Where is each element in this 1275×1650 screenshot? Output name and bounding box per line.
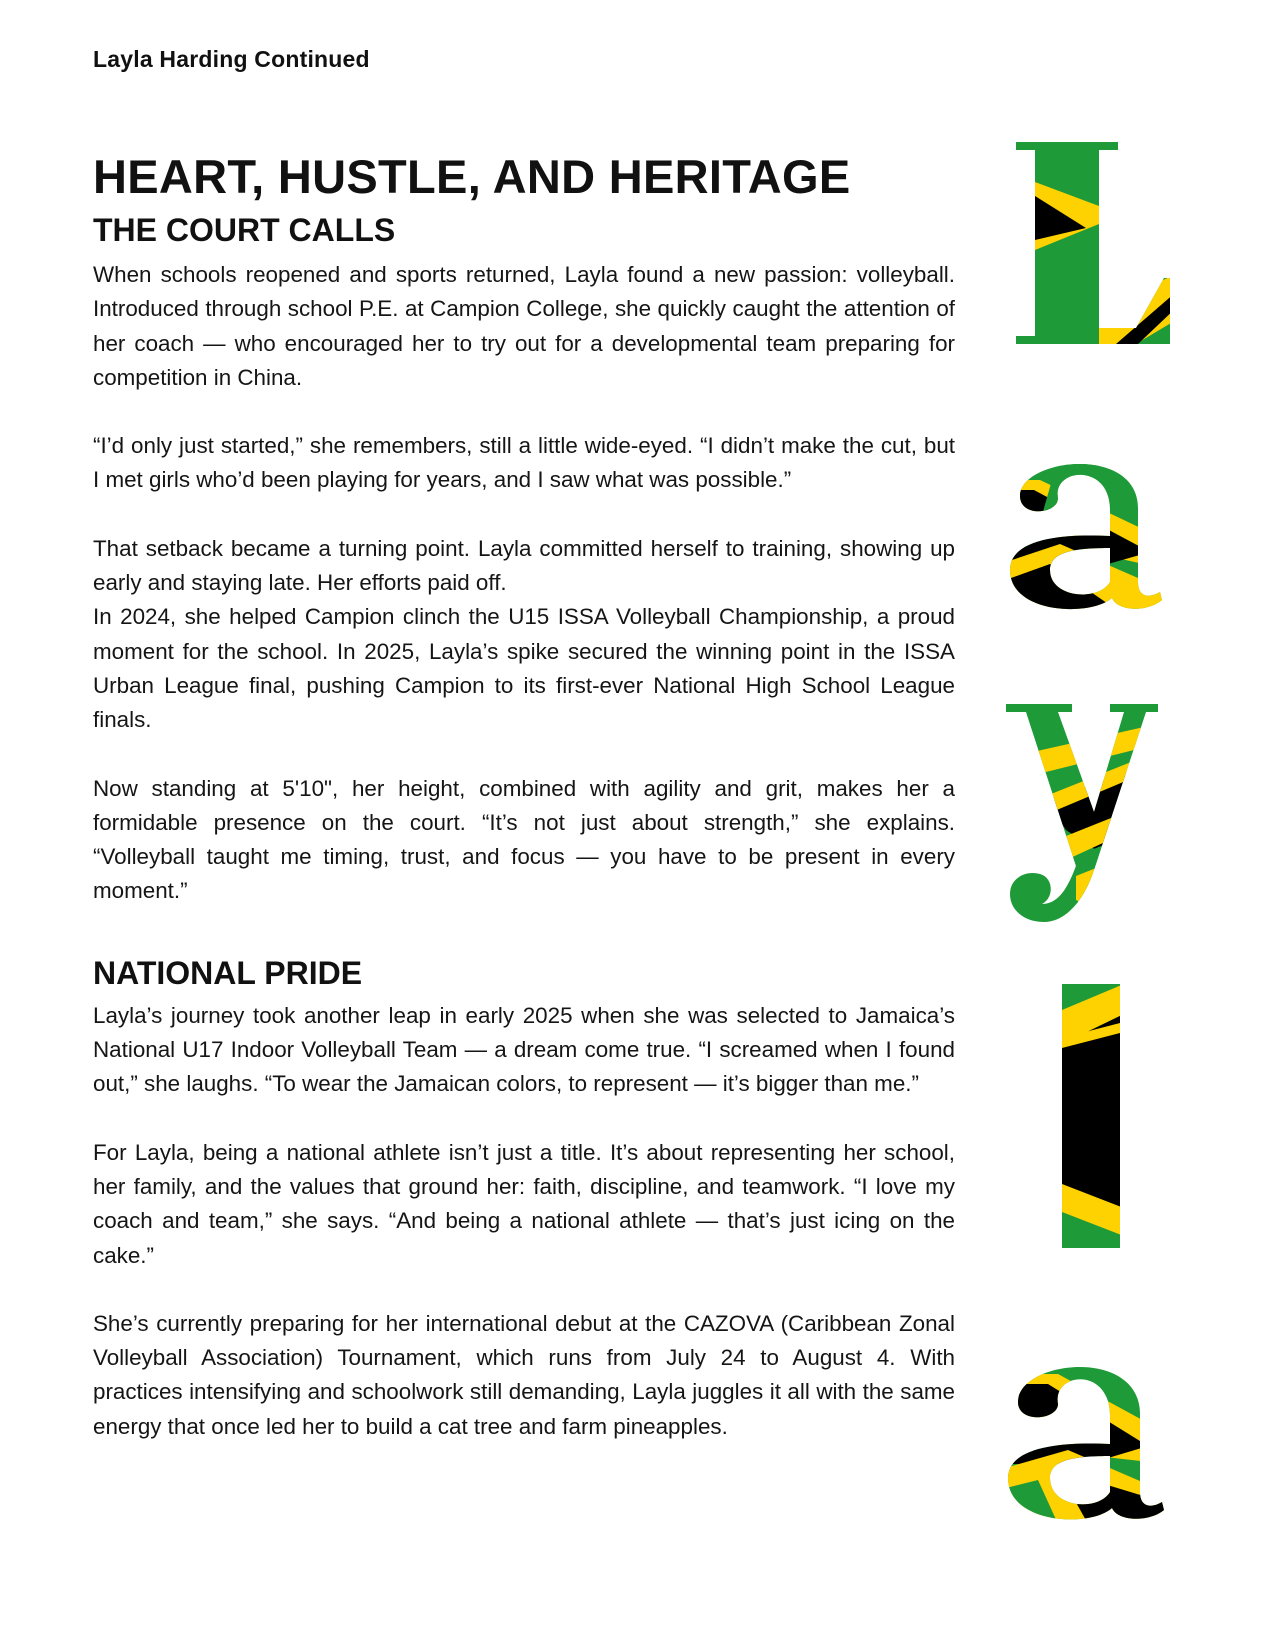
section-heading-national-pride: NATIONAL PRIDE: [93, 954, 363, 991]
flag-letter-a: [998, 1354, 1170, 1524]
page-header-label: Layla Harding Continued: [93, 46, 370, 72]
flag-letter-y: [1006, 700, 1166, 930]
flag-letter-l-lowercase: [1062, 984, 1124, 1254]
paragraph: “I’d only just started,” she remembers, still a little wide-eyed. “I didn’t make the cut, but I met girls who’d been playing for years, and I saw what was possible.”: [93, 433, 955, 493]
paragraph: She’s currently preparing for her international debut at the CAZOVA (Caribbean Zonal Volleyball Association) Tournament, which runs from July 24 to August 4. With practices intensifying and schoolwork still demanding, Layla juggles it all with the same energy that once led her to build a cat tree and farm pineapples.: [93, 1310, 955, 1439]
paragraph: Layla’s journey took another leap in early 2025 when she was selected to Jamaica’s National U17 Indoor Volleyball Team — a dream come true. “I screamed when I found out,” she laughs. “To wear the Jamaican colors, to represent — it’s bigger than me.”: [93, 1002, 955, 1097]
section-heading-court-calls: THE COURT CALLS: [93, 212, 396, 248]
paragraph: In 2024, she helped Campion clinch the U15 ISSA Volleyball Championship, a proud moment for the school. In 2025, Layla’s spike secured the winning point in the ISSA Urban League final, pushing Campion to its first-ever National High School League finals.: [93, 604, 955, 733]
article-title: HEART, HUSTLE, AND HERITAGE: [93, 150, 851, 203]
paragraph: That setback became a turning point. Layla committed herself to training, showing up early and staying late. Her efforts paid off.: [93, 535, 955, 596]
flag-letter-l: [1016, 142, 1176, 352]
decorative-name-lettering: [1012, 0, 1252, 1650]
flag-letter-a: [1000, 452, 1170, 612]
paragraph: Now standing at 5'10", her height, combined with agility and grit, makes her a formidable presence on the court. “It’s not just about strength,” she explains. “Volleyball taught me timing, trust, and focus — you have to be present in every moment.”: [93, 775, 955, 904]
article: [93, 148, 955, 1444]
paragraph: For Layla, being a national athlete isn’t just a title. It’s about representing her school, her family, and the values that ground her: faith, discipline, and teamwork. “I love my coach and team,” she says. “And being a national athlete — that’s just icing on the cake.”: [93, 1139, 955, 1268]
paragraph: When schools reopened and sports returned, Layla found a new passion: volleyball. Introduced through school P.E. at Campion College, she quickly caught the attention of her coach — who encouraged her to try out for a developmental team preparing for competition in China.: [93, 262, 955, 390]
